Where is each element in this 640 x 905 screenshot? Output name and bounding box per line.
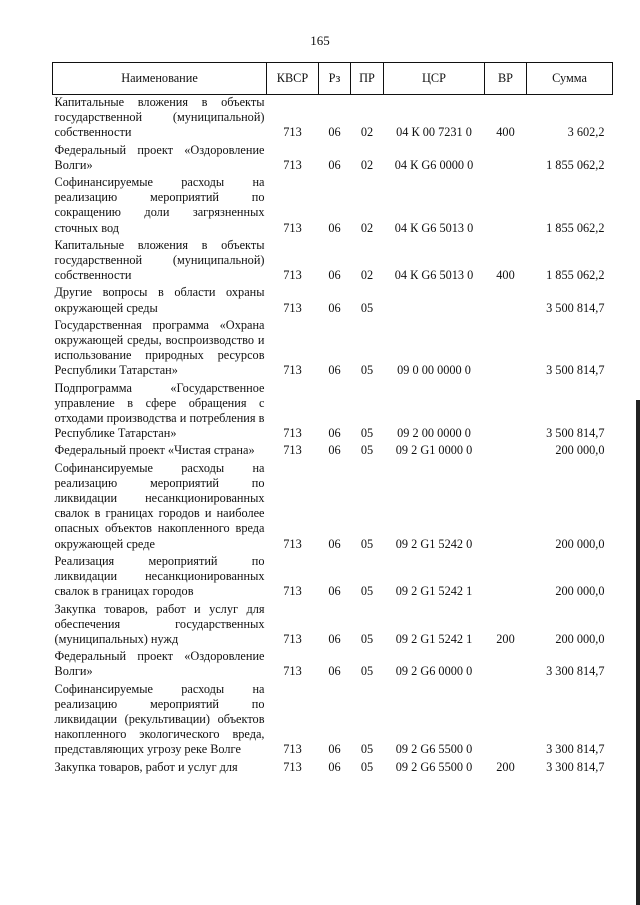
row-vr	[485, 554, 527, 602]
row-csr: 04 К G6 0000 0	[394, 157, 474, 172]
row-vr	[485, 175, 527, 238]
row-kvsr: 713	[283, 268, 302, 283]
row-csr	[384, 285, 485, 317]
row-rz: 06	[328, 157, 341, 172]
row-sum: 3 602,2	[567, 125, 605, 140]
row-pr: 05	[360, 742, 374, 757]
row-pr: 02	[360, 220, 374, 235]
row-vr	[485, 461, 527, 554]
header-name: Наименование	[53, 63, 267, 95]
row-name: Софинансируемые расходы на реализацию мероприятий по ликвидации (рекультивации) объектов накопленного экологического вреда, представляющих угрозу реке Волге	[54, 681, 265, 757]
table-row	[53, 461, 613, 554]
row-csr: 09 2 G6 5500 0	[395, 742, 473, 757]
row-rz: 06	[328, 742, 341, 757]
row-name: Федеральный проект «Чистая страна»	[54, 443, 255, 458]
row-rz: 06	[328, 426, 341, 441]
row-kvsr: 713	[283, 631, 302, 646]
row-name: Другие вопросы в области охраны окружающей среды	[54, 285, 265, 315]
row-name: Софинансируемые расходы на реализацию мероприятий по сокращению доли загрязненных сточных вод	[54, 175, 265, 235]
row-pr: 05	[360, 584, 374, 599]
row-vr	[485, 682, 527, 760]
row-sum: 3 300 814,7	[546, 742, 605, 757]
row-kvsr: 713	[283, 300, 302, 315]
scan-edge	[636, 400, 640, 905]
row-sum: 1 855 062,2	[546, 268, 605, 283]
row-vr: 400	[496, 125, 515, 140]
header-csr: ЦСР	[384, 63, 485, 95]
row-name: Капитальные вложения в объекты государственной (муниципальной) собственности	[54, 95, 265, 140]
table-row	[53, 381, 613, 444]
row-name: Софинансируемые расходы на реализацию мероприятий по ликвидации несанкционированных свалок в границах городов и наиболее опасных объектов накопленного вреда окружающей среде	[54, 460, 265, 551]
header-vr: ВР	[485, 63, 527, 95]
row-csr: 09 2 G6 5500 0	[395, 759, 473, 774]
row-kvsr: 713	[283, 664, 302, 679]
table-row	[53, 238, 613, 286]
row-pr: 05	[360, 426, 374, 441]
row-kvsr: 713	[283, 443, 302, 458]
row-kvsr: 713	[283, 220, 302, 235]
row-name: Государственная программа «Охрана окружающей среды, воспроизводство и использование природных ресурсов Республики Татарстан»	[54, 317, 265, 378]
row-rz: 06	[328, 300, 341, 315]
row-vr: 200	[496, 759, 515, 774]
header-sum: Сумма	[527, 63, 613, 95]
row-vr	[485, 285, 527, 317]
header-rz: Рз	[319, 63, 351, 95]
row-kvsr: 713	[283, 584, 302, 599]
row-name: Федеральный проект «Оздоровление Волги»	[54, 649, 265, 679]
row-csr: 09 2 G1 5242 1	[395, 584, 473, 599]
row-vr: 200	[496, 631, 515, 646]
table-row	[53, 602, 613, 650]
row-sum: 3 300 814,7	[546, 664, 605, 679]
row-kvsr: 713	[283, 125, 302, 140]
row-sum: 200 000,0	[555, 536, 605, 551]
row-vr	[485, 381, 527, 444]
row-name: Капитальные вложения в объекты государственной (муниципальной) собственности	[54, 237, 265, 283]
table-row	[53, 285, 613, 317]
row-pr: 05	[360, 443, 374, 458]
row-name: Федеральный проект «Оздоровление Волги»	[54, 142, 265, 172]
row-rz: 06	[328, 125, 341, 140]
row-name: Закупка товаров, работ и услуг для	[54, 759, 238, 774]
row-vr	[485, 649, 527, 681]
row-kvsr: 713	[283, 157, 302, 172]
row-csr: 09 2 00 0000 0	[397, 426, 471, 441]
row-csr: 09 2 G1 5242 0	[395, 536, 473, 551]
table-row	[53, 143, 613, 175]
table-row	[53, 95, 613, 143]
row-rz: 06	[328, 268, 341, 283]
row-rz: 06	[328, 443, 341, 458]
table-row	[53, 682, 613, 760]
page-number: 165	[310, 33, 330, 48]
row-rz: 06	[328, 584, 341, 599]
row-rz: 06	[328, 664, 341, 679]
row-vr	[485, 443, 527, 460]
row-sum: 200 000,0	[555, 584, 605, 599]
table-header-row	[53, 63, 613, 95]
row-rz: 06	[328, 220, 341, 235]
row-sum: 1 855 062,2	[546, 157, 605, 172]
row-vr	[485, 318, 527, 381]
row-csr: 09 2 G1 5242 1	[395, 631, 473, 646]
row-sum: 200 000,0	[555, 443, 605, 458]
row-kvsr: 713	[283, 742, 302, 757]
row-pr: 02	[360, 268, 374, 283]
row-rz: 06	[328, 536, 341, 551]
row-kvsr: 713	[283, 759, 302, 774]
row-pr: 05	[360, 536, 374, 551]
row-csr: 04 К 00 7231 0	[396, 125, 472, 140]
row-rz: 06	[328, 631, 341, 646]
row-name: Реализация мероприятий по ликвидации несанкционированных свалок в границах городов	[54, 553, 265, 599]
row-pr: 02	[360, 157, 374, 172]
row-pr: 05	[360, 300, 374, 315]
table-row	[53, 554, 613, 602]
header-pr: ПР	[351, 63, 384, 95]
table-row	[53, 443, 613, 460]
row-rz: 06	[328, 759, 341, 774]
table-row	[53, 649, 613, 681]
table-row	[53, 760, 613, 777]
row-sum: 1 855 062,2	[546, 220, 605, 235]
row-rz: 06	[328, 363, 341, 378]
row-sum: 3 500 814,7	[546, 363, 605, 378]
row-csr: 04 К G6 5013 0	[394, 268, 474, 283]
row-vr: 400	[496, 268, 515, 283]
table-row	[53, 175, 613, 238]
row-pr: 02	[360, 125, 374, 140]
header-kvsr: КВСР	[267, 63, 319, 95]
row-csr: 04 К G6 5013 0	[394, 220, 474, 235]
row-kvsr: 713	[283, 536, 302, 551]
row-name: Подпрограмма «Государственное управление в сфере обращения с отходами производства и потребления в Республике Татарстан»	[54, 380, 265, 441]
row-name: Закупка товаров, работ и услуг для обеспечения государственных (муниципальных) нужд	[54, 601, 265, 646]
row-pr: 05	[360, 363, 374, 378]
row-pr: 05	[360, 631, 374, 646]
table-row	[53, 318, 613, 381]
row-kvsr: 713	[283, 363, 302, 378]
row-sum: 3 300 814,7	[546, 759, 605, 774]
row-vr	[485, 143, 527, 175]
row-kvsr: 713	[283, 426, 302, 441]
row-pr: 05	[360, 664, 374, 679]
row-sum: 200 000,0	[555, 631, 605, 646]
row-csr: 09 0 00 0000 0	[397, 363, 471, 378]
budget-table	[52, 62, 613, 777]
row-sum: 3 500 814,7	[546, 426, 605, 441]
row-csr: 09 2 G1 0000 0	[395, 443, 473, 458]
row-csr: 09 2 G6 0000 0	[395, 664, 473, 679]
row-pr: 05	[360, 759, 374, 774]
row-sum: 3 500 814,7	[546, 300, 605, 315]
